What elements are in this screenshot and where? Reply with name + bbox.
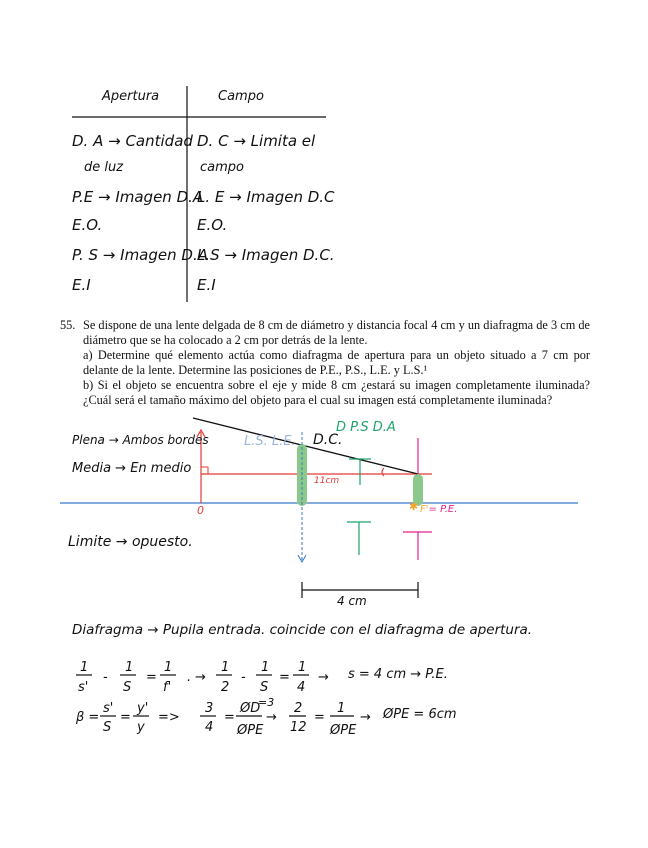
label-fpe-pe: = P.E. <box>428 504 458 515</box>
table-left-row-2: de luz <box>84 160 124 175</box>
eq1-result: s = 4 cm → P.E. <box>348 667 448 682</box>
svg-text:β =: β = <box>76 710 100 725</box>
svg-text:=: = <box>120 710 131 725</box>
table-left-row-3: P.E → Imagen D.A <box>72 188 204 206</box>
table-right-row-2: campo <box>200 160 244 175</box>
svg-text:ØPE: ØPE <box>237 723 264 738</box>
svg-text:1: 1 <box>80 660 89 675</box>
svg-text:12: 12 <box>290 720 307 735</box>
table-header-apertura: Apertura <box>102 89 160 104</box>
svg-text:→: → <box>266 710 277 725</box>
svg-text:s': s' <box>78 680 89 695</box>
svg-text:1: 1 <box>261 660 270 675</box>
table-right-row-4: E.O. <box>197 216 228 234</box>
svg-text:→: → <box>318 670 329 685</box>
svg-text:1: 1 <box>125 660 134 675</box>
svg-text:f': f' <box>163 680 172 695</box>
svg-text:2: 2 <box>221 680 230 695</box>
table-left-row-5: P. S → Imagen D.A <box>72 246 208 264</box>
svg-text:-: - <box>103 670 108 685</box>
label-4cm: 4 cm <box>337 594 367 608</box>
svg-text:2: 2 <box>294 701 303 716</box>
svg-text:→: → <box>195 670 206 685</box>
svg-text:1: 1 <box>337 701 346 716</box>
svg-text:.: . <box>187 670 192 685</box>
table-left-row-4: E.O. <box>72 216 103 234</box>
svg-text:S: S <box>123 680 132 695</box>
svg-text:=: = <box>146 670 157 685</box>
svg-text:s': s' <box>103 701 114 716</box>
label-origin: 0 <box>197 504 204 517</box>
note-plena: Plena → Ambos bordes <box>72 433 209 447</box>
note-media: Media → En medio <box>72 461 192 476</box>
problem-part-b: b) Si el objeto se encuentra sobre el eje y mide 8 cm ¿estará su imagen completamente iluminada? ¿Cuál será el tamaño máximo del objeto para el cual su imagen está completamente iluminada? <box>83 378 590 407</box>
svg-text:=: = <box>279 670 290 685</box>
table-left-row-1: D. A → Cantidad <box>72 132 193 150</box>
focal-star: ✱ <box>409 500 419 513</box>
svg-text:4: 4 <box>297 680 306 695</box>
svg-text:y': y' <box>137 701 149 716</box>
table-right-row-6: E.I <box>197 276 216 294</box>
svg-text:1: 1 <box>164 660 173 675</box>
svg-text:-: - <box>241 670 246 685</box>
eq2-result: ØPE = 6cm <box>383 707 457 722</box>
table-left-row-6: E.I <box>72 276 91 294</box>
svg-text:=3: =3 <box>258 696 275 709</box>
svg-text:S: S <box>260 680 269 695</box>
problem-number: 55. <box>60 318 76 332</box>
label-dc: D.C. <box>313 432 343 448</box>
svg-text:S: S <box>103 720 112 735</box>
svg-text:3: 3 <box>205 701 214 716</box>
problem-part-a: a) Determine qué elemento actúa como diafragma de apertura para un objeto situado a 7 cm por delante de la lente. Determine las posiciones de P.E., P.S., L.E. y L.S.¹ <box>83 348 590 377</box>
svg-text:1: 1 <box>298 660 307 675</box>
svg-text:ØPE: ØPE <box>330 723 357 738</box>
table-right-row-5: L.S → Imagen D.C. <box>197 246 335 264</box>
svg-text:1: 1 <box>221 660 230 675</box>
svg-text:y: y <box>137 720 145 735</box>
label-fpe-f: F' <box>420 504 429 515</box>
label-dpsda: D P.S D.A <box>336 420 396 435</box>
svg-text:=>: => <box>158 710 180 725</box>
problem-intro: Se dispone de una lente delgada de 8 cm de diámetro y distancia focal 4 cm y un diafragma de 3 cm de diámetro que se ha colocado a 2 cm por detrás de la lente. <box>83 318 590 347</box>
label-lsle: L.S. L.E. <box>244 434 296 449</box>
svg-text:=: = <box>224 710 235 725</box>
svg-text:ØD: ØD <box>240 701 261 716</box>
label-11cm: 11cm <box>314 476 340 486</box>
table-header-campo: Campo <box>218 89 264 104</box>
svg-text:→: → <box>360 710 371 725</box>
table-right-row-1: D. C → Limita el <box>197 132 316 150</box>
note-limite: Limite → opuesto. <box>68 534 193 550</box>
svg-text:4: 4 <box>205 720 214 735</box>
note-diafragma: Diafragma → Pupila entrada. coincide con el diafragma de apertura. <box>72 622 533 638</box>
table-right-row-3: L. E → Imagen D.C <box>197 188 335 206</box>
svg-text:=: = <box>314 710 325 725</box>
